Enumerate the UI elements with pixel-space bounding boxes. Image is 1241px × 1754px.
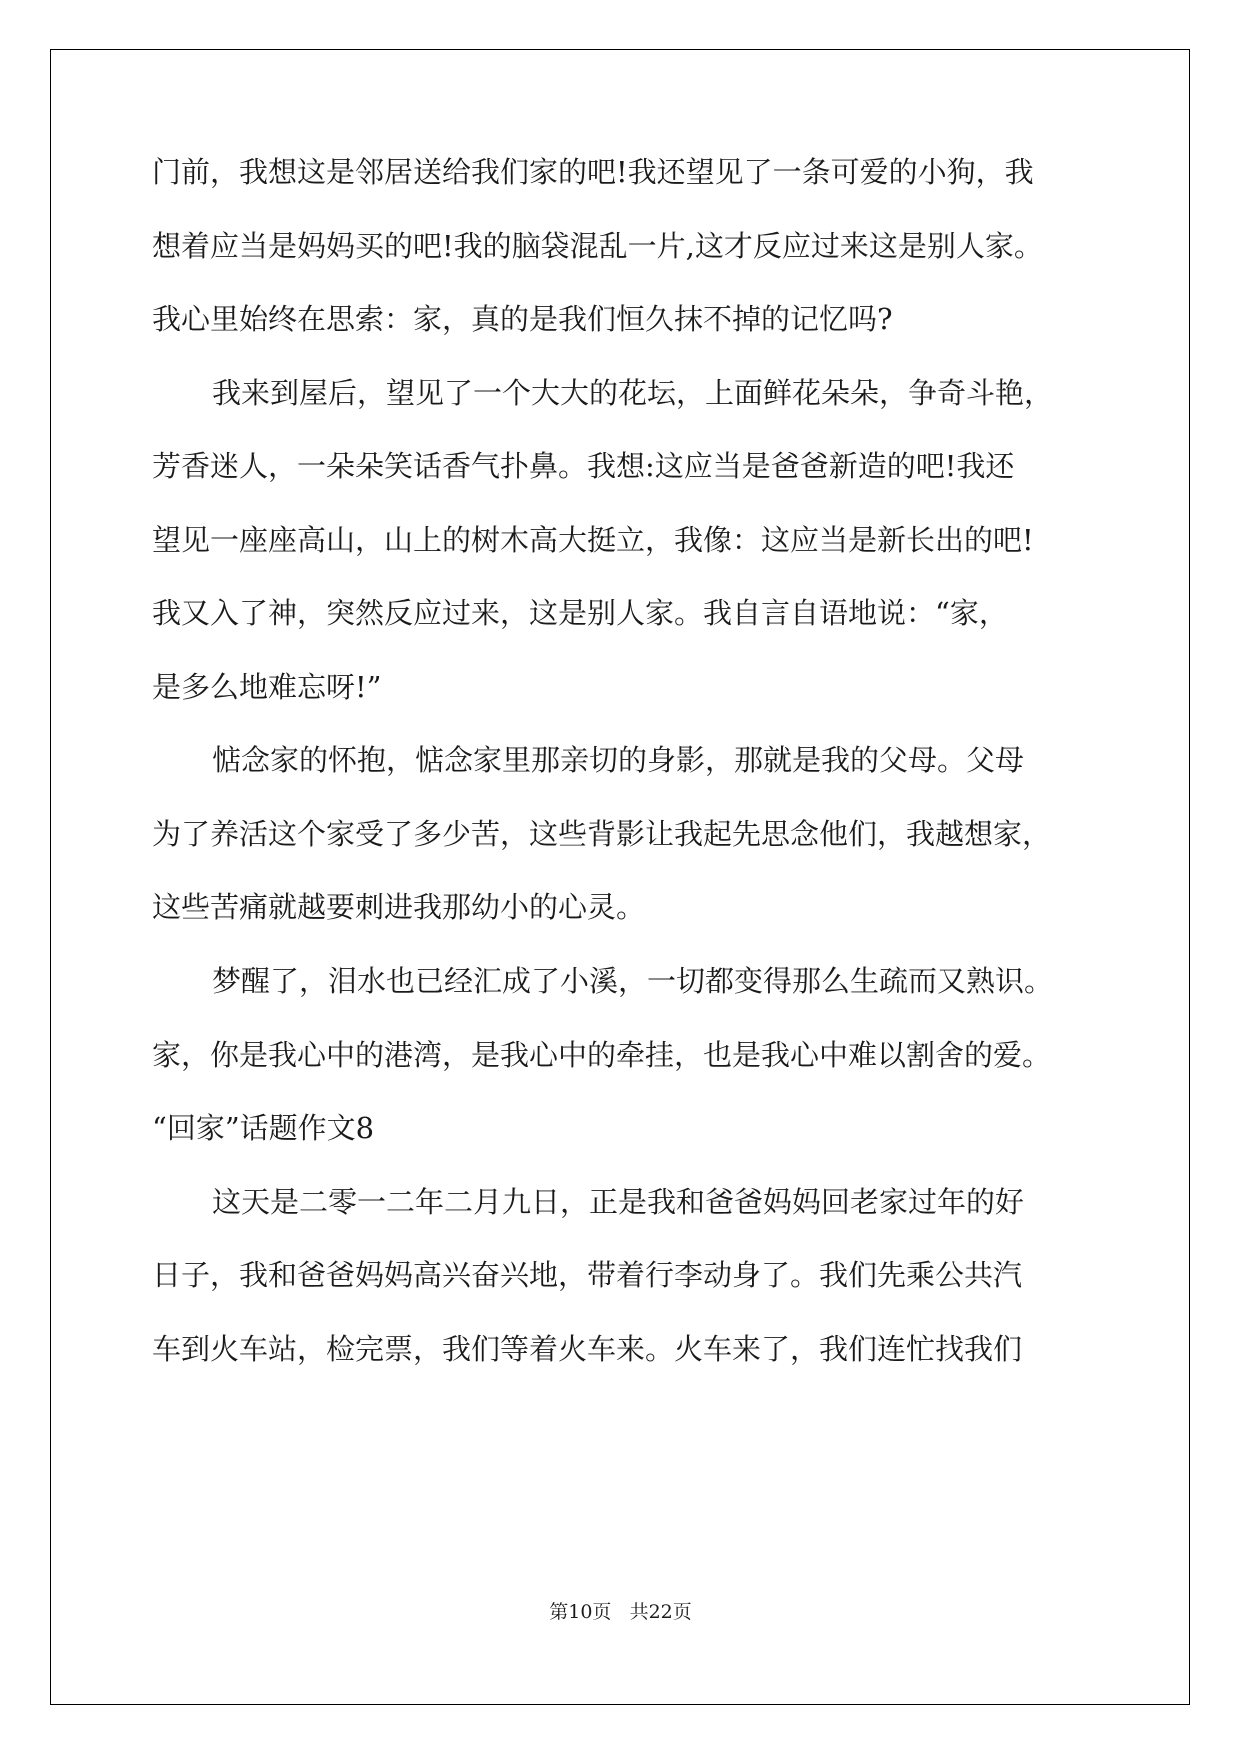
text-line: 我心里始终在思索：家，真的是我们恒久抹不掉的记忆吗?	[152, 302, 893, 336]
page-footer	[0, 1597, 1241, 1624]
text-line: 日子，我和爸爸妈妈高兴奋兴地，带着行李动身了。我们先乘公共汽	[152, 1258, 1023, 1292]
section-heading: “回家”话题作文8	[152, 1111, 375, 1145]
text-line: 门前，我想这是邻居送给我们家的吧!我还望见了一条可爱的小狗，我	[152, 155, 1034, 189]
text-line: 是多么地难忘呀!”	[152, 670, 382, 704]
text-line: 车到火车站，检完票，我们等着火车来。火车来了，我们连忙找我们	[152, 1332, 1023, 1366]
paragraph-start-line: 惦念家的怀抱，惦念家里那亲切的身影，那就是我的父母。父母	[212, 743, 1025, 777]
text-line: 我又入了神，突然反应过来，这是别人家。我自言自语地说：“家，	[152, 596, 1008, 630]
paragraph-start-line: 我来到屋后，望见了一个大大的花坛，上面鲜花朵朵，争奇斗艳，	[212, 376, 1054, 410]
page-number: 第10页	[549, 1601, 612, 1623]
text-line: 这些苦痛就越要刺进我那幼小的心灵。	[152, 890, 646, 924]
text-line: 望见一座座高山，山上的树木高大挺立，我像：这应当是新长出的吧!	[152, 523, 1034, 557]
text-line: 为了养活这个家受了多少苦，这些背影让我起先思念他们，我越想家，	[152, 817, 1052, 851]
paragraph-start-line: 这天是二零一二年二月九日，正是我和爸爸妈妈回老家过年的好	[212, 1185, 1025, 1219]
text-line: 芳香迷人，一朵朵笑话香气扑鼻。我想:这应当是爸爸新造的吧!我还	[152, 449, 1015, 483]
page-total: 共22页	[629, 1601, 692, 1623]
text-line: 家，你是我心中的港湾，是我心中的牵挂，也是我心中难以割舍的爱。	[152, 1038, 1052, 1072]
text-line: 想着应当是妈妈买的吧!我的脑袋混乱一片,这才反应过来这是别人家。	[152, 229, 1043, 263]
paragraph-start-line: 梦醒了，泪水也已经汇成了小溪，一切都变得那么生疏而又熟识。	[212, 964, 1054, 998]
page-border	[50, 49, 1190, 1705]
